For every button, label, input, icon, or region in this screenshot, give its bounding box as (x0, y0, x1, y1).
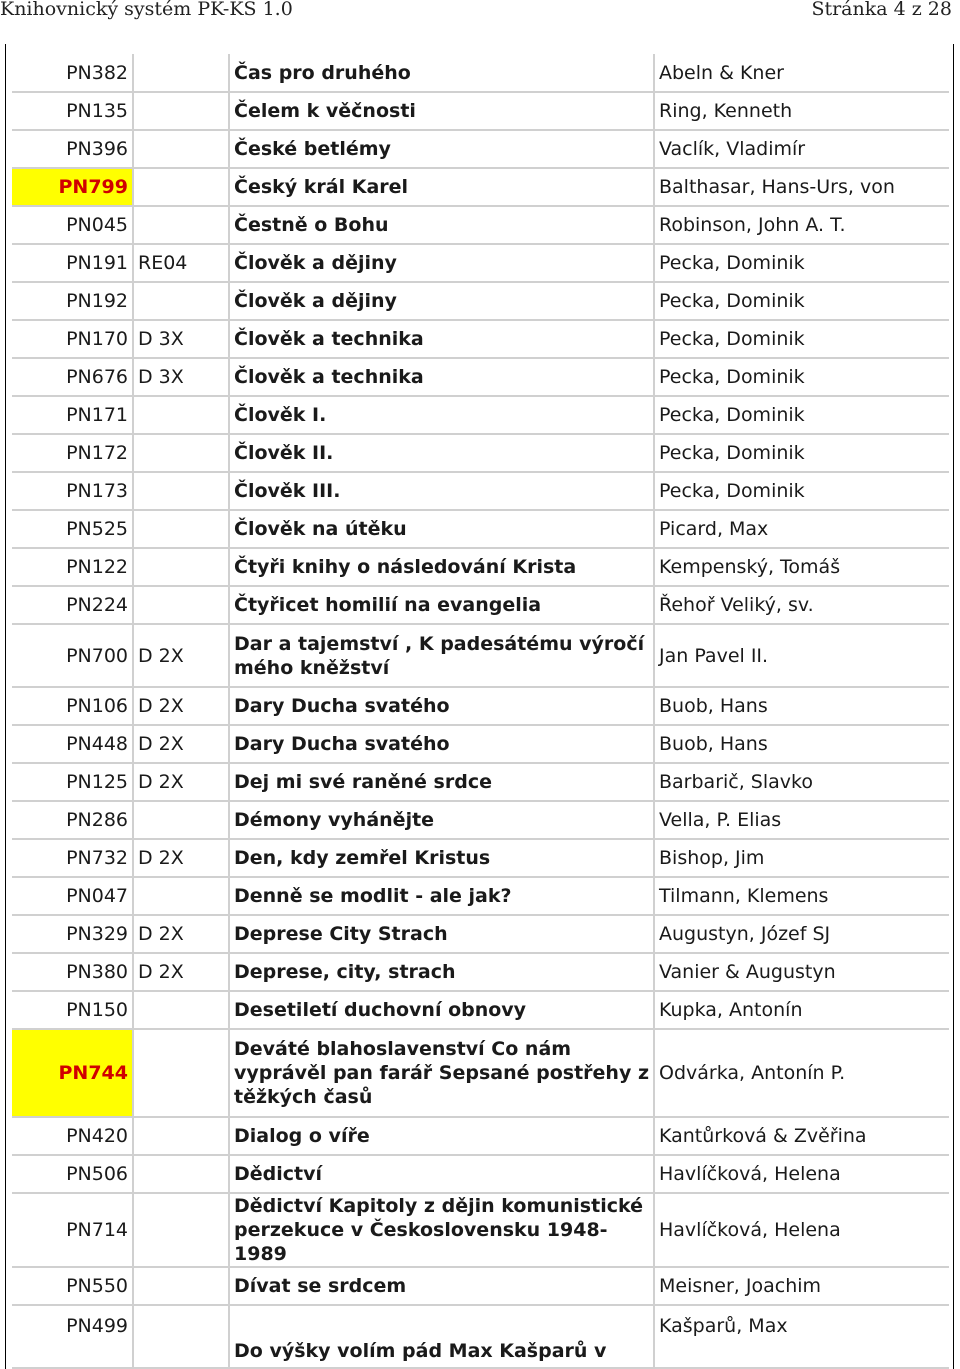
row-title: Člověk a technika (229, 358, 654, 396)
row-tag: D 3X (133, 320, 229, 358)
row-author: Pecka, Dominik (654, 320, 949, 358)
table-row (12, 586, 949, 624)
row-tag (133, 1117, 229, 1155)
row-title: Deprese City Strach (229, 915, 654, 953)
row-tag (133, 1305, 229, 1368)
row-author: Buob, Hans (654, 725, 949, 763)
row-code: PN499 (12, 1305, 133, 1368)
table-row (12, 725, 949, 763)
row-tag: D 2X (133, 687, 229, 725)
row-code: PN506 (12, 1155, 133, 1193)
table-row (12, 472, 949, 510)
row-tag (133, 548, 229, 586)
row-title: Dívat se srdcem (229, 1267, 654, 1305)
row-code: PN732 (12, 839, 133, 877)
table-row (12, 358, 949, 396)
row-title: Dědictví Kapitoly z dějin komunistické perzekuce v Československu 1948-1989 (229, 1193, 654, 1267)
row-code: PN799 (12, 168, 133, 206)
row-tag (133, 877, 229, 915)
row-author: Vaclík, Vladimír (654, 130, 949, 168)
row-author: Abeln & Kner (654, 54, 949, 92)
row-author: Pecka, Dominik (654, 358, 949, 396)
row-code: PN191 (12, 244, 133, 282)
table-row (12, 54, 949, 92)
table-row (12, 282, 949, 320)
table-row (12, 763, 949, 801)
table-row (12, 991, 949, 1029)
row-tag (133, 282, 229, 320)
row-author: Vanier & Augustyn (654, 953, 949, 991)
row-code: PN173 (12, 472, 133, 510)
row-code: PN714 (12, 1193, 133, 1267)
table-row (12, 244, 949, 282)
row-title: České betlémy (229, 130, 654, 168)
row-code: PN380 (12, 953, 133, 991)
row-tag (133, 1193, 229, 1267)
row-author: Kantůrková & Zvěřina (654, 1117, 949, 1155)
row-title: Čestně o Bohu (229, 206, 654, 244)
row-tag (133, 801, 229, 839)
row-code: PN170 (12, 320, 133, 358)
row-title: Člověk I. (229, 396, 654, 434)
table-row (12, 839, 949, 877)
row-title: Dary Ducha svatého (229, 725, 654, 763)
row-code: PN396 (12, 130, 133, 168)
table-row (12, 206, 949, 244)
table-row (12, 168, 949, 206)
row-title: Čelem k věčnosti (229, 92, 654, 130)
row-code: PN150 (12, 991, 133, 1029)
row-tag (133, 434, 229, 472)
row-tag (133, 1029, 229, 1117)
row-tag (133, 206, 229, 244)
book-list-body (12, 54, 949, 1368)
row-author: Barbarič, Slavko (654, 763, 949, 801)
row-title: Člověk III. (229, 472, 654, 510)
row-author: Balthasar, Hans-Urs, von (654, 168, 949, 206)
table-row (12, 1155, 949, 1193)
row-author: Jan Pavel II. (654, 624, 949, 687)
row-title: Člověk a dějiny (229, 282, 654, 320)
page-number: Stránka 4 z 28 (811, 0, 952, 20)
table-row (12, 130, 949, 168)
table-row (12, 434, 949, 472)
row-tag: RE04 (133, 244, 229, 282)
row-code: PN550 (12, 1267, 133, 1305)
row-code: PN286 (12, 801, 133, 839)
table-row (12, 548, 949, 586)
table-row (12, 1305, 949, 1368)
row-title: Dědictví (229, 1155, 654, 1193)
row-author: Pecka, Dominik (654, 396, 949, 434)
row-tag (133, 168, 229, 206)
row-author: Meisner, Joachim (654, 1267, 949, 1305)
table-row (12, 510, 949, 548)
row-author: Vella, P. Elias (654, 801, 949, 839)
row-code: PN329 (12, 915, 133, 953)
row-author: Odvárka, Antonín P. (654, 1029, 949, 1117)
row-tag (133, 1267, 229, 1305)
row-title: Čtyři knihy o následování Krista (229, 548, 654, 586)
table-row (12, 1193, 949, 1267)
row-code: PN106 (12, 687, 133, 725)
row-tag: D 2X (133, 725, 229, 763)
row-tag: D 3X (133, 358, 229, 396)
row-code: PN525 (12, 510, 133, 548)
row-title: Deváté blahoslavenství Co nám vyprávěl pan farář Sepsané postřehy z těžkých časů (229, 1029, 654, 1117)
row-author: Buob, Hans (654, 687, 949, 725)
row-tag: D 2X (133, 763, 229, 801)
row-code: PN192 (12, 282, 133, 320)
row-author: Havlíčková, Helena (654, 1155, 949, 1193)
row-title: Člověk a technika (229, 320, 654, 358)
book-list-table (12, 54, 949, 1369)
table-row (12, 396, 949, 434)
row-tag (133, 130, 229, 168)
row-tag: D 2X (133, 624, 229, 687)
row-author: Kempenský, Tomáš (654, 548, 949, 586)
row-code: PN420 (12, 1117, 133, 1155)
row-title: Člověk II. (229, 434, 654, 472)
row-tag (133, 54, 229, 92)
row-title: Dary Ducha svatého (229, 687, 654, 725)
table-row (12, 877, 949, 915)
row-author: Pecka, Dominik (654, 472, 949, 510)
row-code: PN135 (12, 92, 133, 130)
row-title: Člověk na útěku (229, 510, 654, 548)
row-author: Havlíčková, Helena (654, 1193, 949, 1267)
row-author: Pecka, Dominik (654, 282, 949, 320)
row-title: Den, kdy zemřel Kristus (229, 839, 654, 877)
row-author: Bishop, Jim (654, 839, 949, 877)
row-title: Dej mi své raněné srdce (229, 763, 654, 801)
table-row (12, 801, 949, 839)
row-title: Desetiletí duchovní obnovy (229, 991, 654, 1029)
table-row (12, 1029, 949, 1117)
row-code: PN448 (12, 725, 133, 763)
row-tag (133, 1155, 229, 1193)
row-author: Pecka, Dominik (654, 434, 949, 472)
row-author: Picard, Max (654, 510, 949, 548)
table-row (12, 92, 949, 130)
row-author: Augustyn, Józef SJ (654, 915, 949, 953)
row-tag: D 2X (133, 915, 229, 953)
row-author: Kupka, Antonín (654, 991, 949, 1029)
table-row (12, 687, 949, 725)
table-row (12, 624, 949, 687)
row-tag (133, 586, 229, 624)
page-header (0, 0, 960, 22)
row-author: Robinson, John A. T. (654, 206, 949, 244)
table-row (12, 320, 949, 358)
row-tag (133, 991, 229, 1029)
row-tag: D 2X (133, 953, 229, 991)
table-row (12, 1267, 949, 1305)
row-author: Kašparů, Max (654, 1305, 949, 1368)
row-tag (133, 472, 229, 510)
row-code: PN125 (12, 763, 133, 801)
row-title: Démony vyhánějte (229, 801, 654, 839)
row-code: PN744 (12, 1029, 133, 1117)
row-code: PN676 (12, 358, 133, 396)
left-border-line (5, 44, 6, 1369)
row-code: PN171 (12, 396, 133, 434)
row-author: Řehoř Veliký, sv. (654, 586, 949, 624)
row-title: Český král Karel (229, 168, 654, 206)
row-title: Dialog o víře (229, 1117, 654, 1155)
row-code: PN224 (12, 586, 133, 624)
row-code: PN045 (12, 206, 133, 244)
table-row (12, 1117, 949, 1155)
row-author: Tilmann, Klemens (654, 877, 949, 915)
app-title: Knihovnický systém PK-KS 1.0 (0, 0, 293, 20)
right-border-line (953, 44, 954, 1369)
row-title: Deprese, city, strach (229, 953, 654, 991)
row-code: PN047 (12, 877, 133, 915)
row-title: Čtyřicet homilií na evangelia (229, 586, 654, 624)
row-code: PN172 (12, 434, 133, 472)
row-tag: D 2X (133, 839, 229, 877)
row-code: PN122 (12, 548, 133, 586)
table-row (12, 953, 949, 991)
row-author: Pecka, Dominik (654, 244, 949, 282)
table-row (12, 915, 949, 953)
row-title: Čas pro druhého (229, 54, 654, 92)
row-tag (133, 92, 229, 130)
row-code: PN382 (12, 54, 133, 92)
row-title: Do výšky volím pád Max Kašparů v (229, 1305, 654, 1368)
row-tag (133, 510, 229, 548)
row-title: Dar a tajemství , K padesátému výročí mého kněžství (229, 624, 654, 687)
row-author: Ring, Kenneth (654, 92, 949, 130)
row-title: Člověk a dějiny (229, 244, 654, 282)
row-code: PN700 (12, 624, 133, 687)
row-tag (133, 396, 229, 434)
row-title: Denně se modlit - ale jak? (229, 877, 654, 915)
